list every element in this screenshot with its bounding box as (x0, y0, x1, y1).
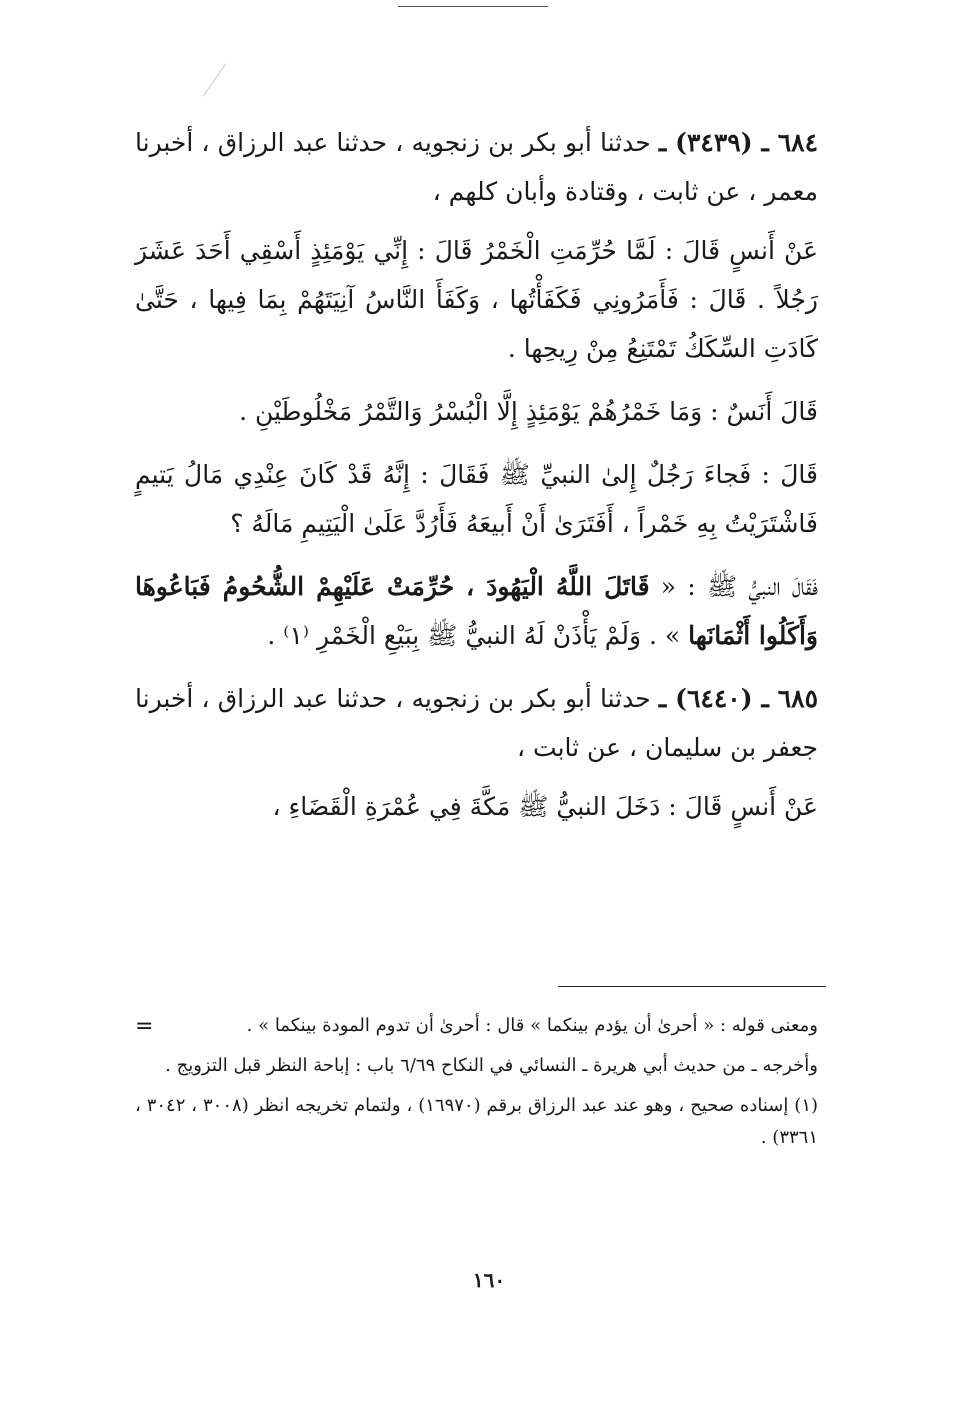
hadith-684-matn-2: قَالَ أَنَسٌ : وَمَا خَمْرُهُمْ يَوْمَئِذٍ إِلَّا الْبُسْرُ وَالتَّمْرُ مَخْلُوطَيْنِ . (239, 397, 818, 426)
footnotes (135, 1010, 818, 1162)
hadith-685-matn-1: عَنْ أَنسٍ قَالَ : دَخَلَ النبيُّ ﷺ مَكَّةَ فِي عُمْرَةِ الْقَضَاءِ ، (272, 792, 818, 821)
footnote-separator (558, 986, 826, 987)
hadith-684-matn-4 (135, 562, 818, 660)
matn-tail: » . وَلَمْ يَأْذَنْ لَهُ النبيُّ ﷺ بِبَيْعِ الْخَمْرِ ⁽١⁾ . (267, 621, 689, 650)
isnad-text: حدثنا أبو بكر بن زنجويه ، حدثنا عبد الرزاق ، أخبرنا معمر ، عن ثابت ، وقتادة وأبان كلهم ، (135, 128, 818, 206)
matn-lead: فَقَالَ النبيُّ ﷺ : « (649, 572, 818, 601)
footnote-continued-1: ومعنى قوله : « أحرىٰ أن يؤدم بينكما » قال : أحرىٰ أن تدوم المودة بينكما » . (246, 1015, 818, 1036)
header-rule (398, 6, 548, 7)
scan-mark (203, 63, 227, 96)
page-number: ١٦٠ (472, 1268, 506, 1292)
hadith-number: ٦٨٥ ـ (٦٤٤٠) ـ (658, 684, 819, 713)
footnote-continued-2: وأخرجه ـ من حديث أبي هريرة ـ النسائي في النكاح ٦/٦٩ باب : إباحة النظر قبل التزويج . (165, 1055, 818, 1076)
footnote-1: (١) إسناده صحيح ، وهو عند عبد الرزاق برقم (١٦٩٧٠) ، ولتمام تخريجه انظر (٣٠٠٨ ، ٣٠٤٢ ، ٣٣٦١) . (135, 1095, 819, 1148)
hadith-684-isnad (135, 118, 818, 216)
hadith-684-matn-1: عَنْ أَنسٍ قَالَ : لَمَّا حُرِّمَتِ الْخَمْرُ قَالَ : إِنِّي يَوْمَئِذٍ أَسْقِي أَحَدَ عَشَرَ رَجُلاً . قَالَ : فَأَمَرُونِي فَكَفَأْتُها ، وَكَفَأَ النَّاسُ آنِيَتَهُمْ بِمَا فِيها ، حَتَّىٰ كَادَتِ السِّكَكُ تَمْتَنِعُ مِنْ رِيحِها . (135, 236, 818, 363)
hadith-684-matn-3: قَالَ : فَجاءَ رَجُلٌ إِلىٰ النبيِّ ﷺ فَقَالَ : إِنَّهُ قَدْ كَانَ عِنْدِي مَالُ يَتيمٍ فَاشْتَرَيْتُ بِهِ خَمْراً ، أَفَتَرَىٰ أَنْ أَبيعَهُ فَأَرُدَّ عَلَىٰ الْيَتِيمِ مَالَهُ ؟ (135, 460, 818, 538)
hadith-685-isnad (135, 674, 818, 772)
main-text (135, 118, 818, 845)
prophetic-saying: قَاتَلَ اللَّهُ الْيَهُودَ ، حُرِّمَتْ عَلَيْهِمْ الشُّحُومُ فَبَاعُوهَا وَأَكَلُوا أَثْمَانَها (135, 572, 818, 650)
footnote-continuation-mark: = (135, 1014, 154, 1039)
isnad-text: حدثنا أبو بكر بن زنجويه ، حدثنا عبد الرزاق ، أخبرنا جعفر بن سليمان ، عن ثابت ، (135, 684, 818, 762)
hadith-number: ٦٨٤ ـ (٣٤٣٩) ـ (658, 128, 819, 157)
